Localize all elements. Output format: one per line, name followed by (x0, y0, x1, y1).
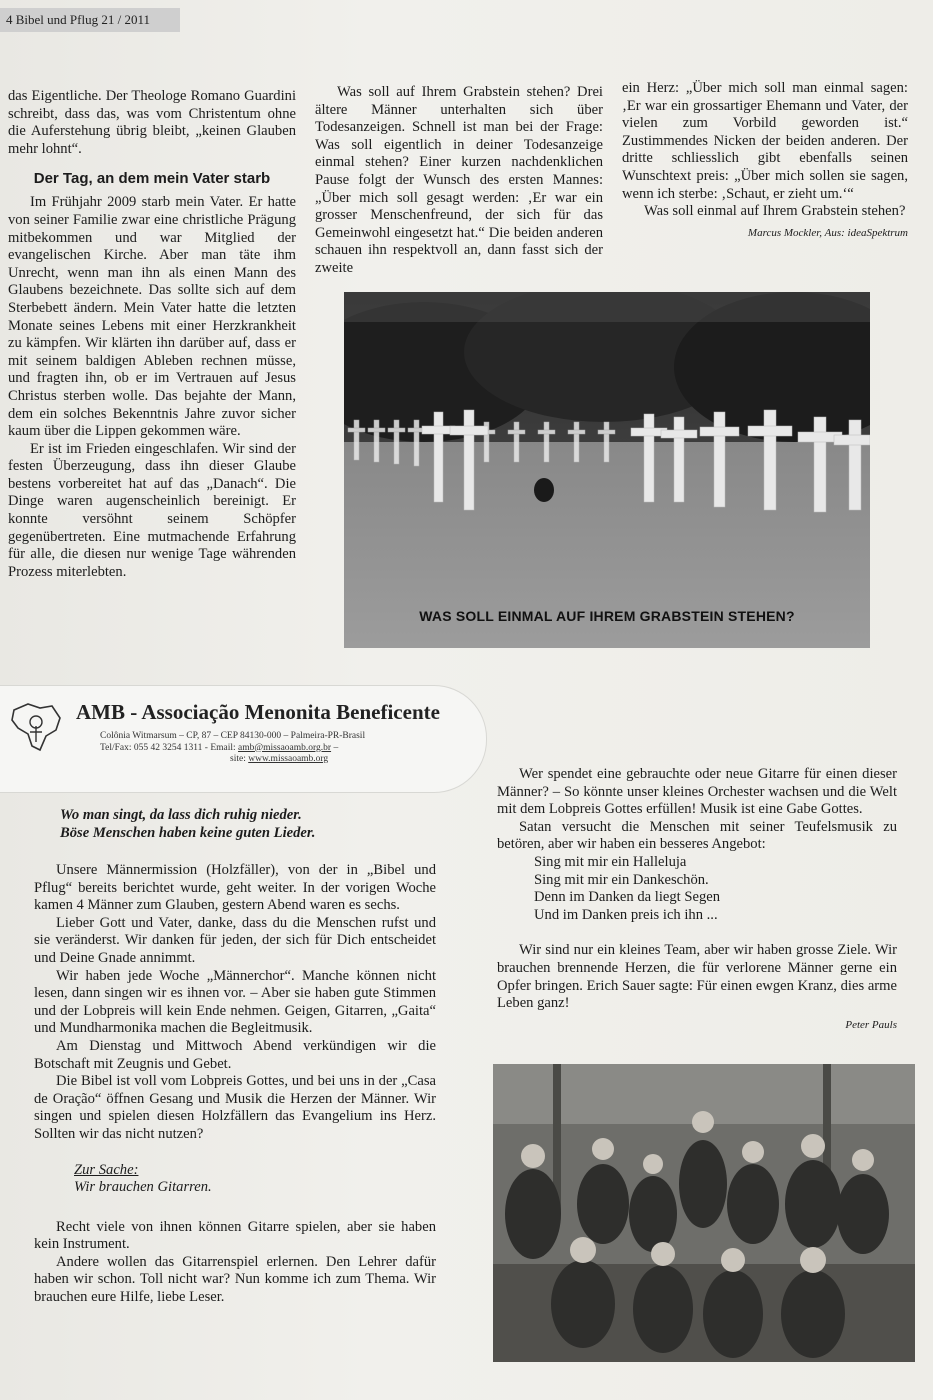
motto-line: Böse Menschen haben keine guten Lieder. (60, 825, 316, 841)
body-paragraph: Andere wollen das Gitarrenspiel erlernen. Den Lehrer dafür haben wir schon. Toll nicht war? Nun komme ich zum Thema. Wir brauchen eure Hilfe, liebe Leser. (34, 1253, 436, 1306)
photo-caption: WAS SOLL EINMAL AUF IHREM GRABSTEIN STEHEN? (419, 608, 795, 624)
body-paragraph: ein Herz: „Über mich soll man einmal sagen: ‚Er war ein grossartiger Ehemann und Vater, der vielen zum Vorbild geworden ist.“ Zustimmendes Nicken der beiden anderen. Der dritte schliesslich gibt ebenfalls seinen Wunschtext preis: „Über mich sollen sie sagen, wenn ich sterbe: ‚Schaut, er zieht um.‘“ (622, 80, 908, 202)
body-paragraph: Satan versucht die Menschen mit seiner Teufelsmusik zu betören, aber wir haben ein besseres Angebot: (497, 818, 897, 853)
amb-phone: Tel/Fax: 055 42 3254 1311 - Email: (100, 742, 236, 753)
body-paragraph: Lieber Gott und Vater, danke, dass du die Menschen rufst und sie veränderst. Wir danken für jeden, der sich für Dich entscheidet und Deine Gnade annimmt. (34, 914, 436, 966)
article1-column-2 (315, 84, 603, 278)
zur-sache-label: Zur Sache: (74, 1161, 139, 1178)
article-heading: Der Tag, an dem mein Vater starb (33, 170, 271, 188)
body-paragraph: Wir haben jede Woche „Männerchor“. Manche können nicht lesen, dann singen wir es ihnen vor. – Aber sie haben gute Stimmen und der Lobpreis will kein Ende nehmen. Geigen, Gitarren, „Gaita“ und Mundharmonika machen die Begleitmusik. (34, 967, 436, 1037)
page-header (0, 8, 180, 32)
gitarren-label: Wir brauchen Gitarren. (74, 1179, 212, 1196)
cemetery-photo (344, 292, 870, 648)
body-paragraph: Was soll auf Ihrem Grabstein stehen? Drei ältere Männer unterhalten sich über Todesanzeigen. Schnell ist man bei der Frage: Was soll eigentlich in deiner Todesanzeige einmal stehen? Einer kurzen nachdenklichen Pause folgt der Wunsch des ersten Mannes: „Über mich soll gesagt werden: ‚Er war ein grosser Menschenfreund, der sich für das Gemeinwohl eingesetzt hat.“ Die beiden anderen schauen ihn respektvoll an, dann fasst sich der zweite (315, 84, 603, 276)
amb-column-left (34, 862, 436, 1307)
body-paragraph: Wir sind nur ein kleines Team, aber wir haben grosse Ziele. Wir brauchen brennende Herzen, die für verlorene Männer gerne ein Opfer bringen. Erich Sauer sagte: Für einen ewgen Kranz, dies arme Leben ganz! (497, 942, 897, 1012)
author-signature: Peter Pauls (845, 1018, 897, 1031)
body-paragraph: Die Bibel ist voll vom Lobpreis Gottes, und bei uns in der „Casa de Oração“ öffnen Gesang und Musik die Herzen der Männer. Wir singen und spielen diesen Holzfällern das Evangelium ins Herz. Sollten wir das nicht nutzen? (34, 1073, 436, 1142)
verse-line: Und im Danken preis ich ihn ... (534, 906, 718, 923)
amb-address-block (100, 731, 400, 766)
body-paragraph: Am Dienstag und Mittwoch Abend verkündigen wir die Botschaft mit Zeugnis und Gebet. (34, 1037, 436, 1072)
verse-line: Sing mit mir ein Dankeschön. (534, 871, 709, 888)
amb-site-label: site: (230, 754, 246, 764)
amb-address: Colônia Witmarsum – CP, 87 – CEP 84130-000 – Palmeira-PR-Brasil (100, 731, 366, 741)
group-illustration (493, 1064, 915, 1362)
body-paragraph: Er ist im Frieden eingeschlafen. Wir sind der festen Überzeugung, dass ihn dieser Glaube bestens vorbereitet hat auf das „Danach“. Die Dinge waren augenscheinlich bereinigt. Er konnte versöhnt seinem Schöpfer gegenübertreten. Eine mutmachende Erfahrung für alle, die diesen nur wenige Tage währenden Prozess miterlebten. (8, 440, 296, 580)
body-paragraph: Was soll einmal auf Ihrem Grabstein stehen? (644, 203, 906, 220)
intro-paragraph: das Eigentliche. Der Theologe Romano Guardini schreibt, dass das, was vom Christentum ohne die Auferstehung übrig bleibt, „keinen Glauben mehr lohnt“. (8, 88, 296, 157)
article1-column-1 (8, 88, 296, 581)
body-paragraph: Im Frühjahr 2009 starb mein Vater. Er hatte von seiner Familie zwar eine christliche Prägung mitbekommen und war Mitglied der evangelischen Kirche. Aber man täte ihm Unrecht, wenn man ihn als einen Mann des Glaubens bezeichnete. Das sollte sich auf dem Sterbebett ändern. Mein Vater hatte die letzten Monate seines Lebens mit einer Herzkrankheit zu kämpfen. Wir klärten ihn darüber auf, dass er mit seinem baldigen Ableben rechnen müsse, und fragten ihn, ob er im Vertrauen auf Jesus Christus sterben wolle. Das bejahte der Mann, dem ein solches Bekenntnis Jahre zuvor sicher kaum über die Lippen gekommen wäre. (8, 194, 296, 440)
cemetery-illustration (344, 292, 870, 648)
amb-title: AMB - Associação Menonita Beneficente (76, 700, 440, 724)
author-signature: Marcus Mockler, Aus: ideaSpektrum (747, 226, 908, 239)
page-info: 4 Bibel und Pflug 21 / 2011 (6, 12, 150, 27)
group-photo (493, 1064, 915, 1362)
amb-banner (0, 686, 486, 792)
amb-site-link[interactable]: www.missaoamb.org (248, 754, 329, 764)
amb-site (100, 754, 400, 766)
amb-contact: Tel/Fax: 055 42 3254 1311 - Email: amb@missaoamb.org.br – (100, 742, 339, 753)
amb-email-link[interactable]: amb@missaoamb.org.br (238, 742, 332, 753)
verse-line: Sing mit mir ein Halleluja (534, 853, 687, 870)
motto (60, 806, 390, 842)
article1-column-3 (622, 80, 908, 242)
zur-sache-block (34, 1162, 436, 1197)
body-paragraph: Wer spendet eine gebrauchte oder neue Gitarre für einen dieser Männer? – So könnte unser kleines Orchester wachsen und die Welt mit dem Lobpreis Gottes erfüllen! Musik ist eine Gabe Gottes. (497, 766, 897, 818)
amb-column-right (497, 766, 897, 1034)
body-paragraph: Unsere Männermission (Holzfäller), von der in „Bibel und Pflug“ bereits berichtet wurde, geht weiter. In der vorigen Woche kamen 4 Männer zum Glauben, gestern Abend waren es sechs. (34, 862, 436, 914)
body-paragraph: Recht viele von ihnen können Gitarre spielen, aber sie haben kein Instrument. (34, 1218, 436, 1253)
verse-line: Denn im Danken da liegt Segen (534, 889, 721, 906)
brazil-map-logo-icon (6, 696, 66, 756)
motto-line: Wo man singt, da lass dich ruhig nieder. (60, 807, 302, 823)
